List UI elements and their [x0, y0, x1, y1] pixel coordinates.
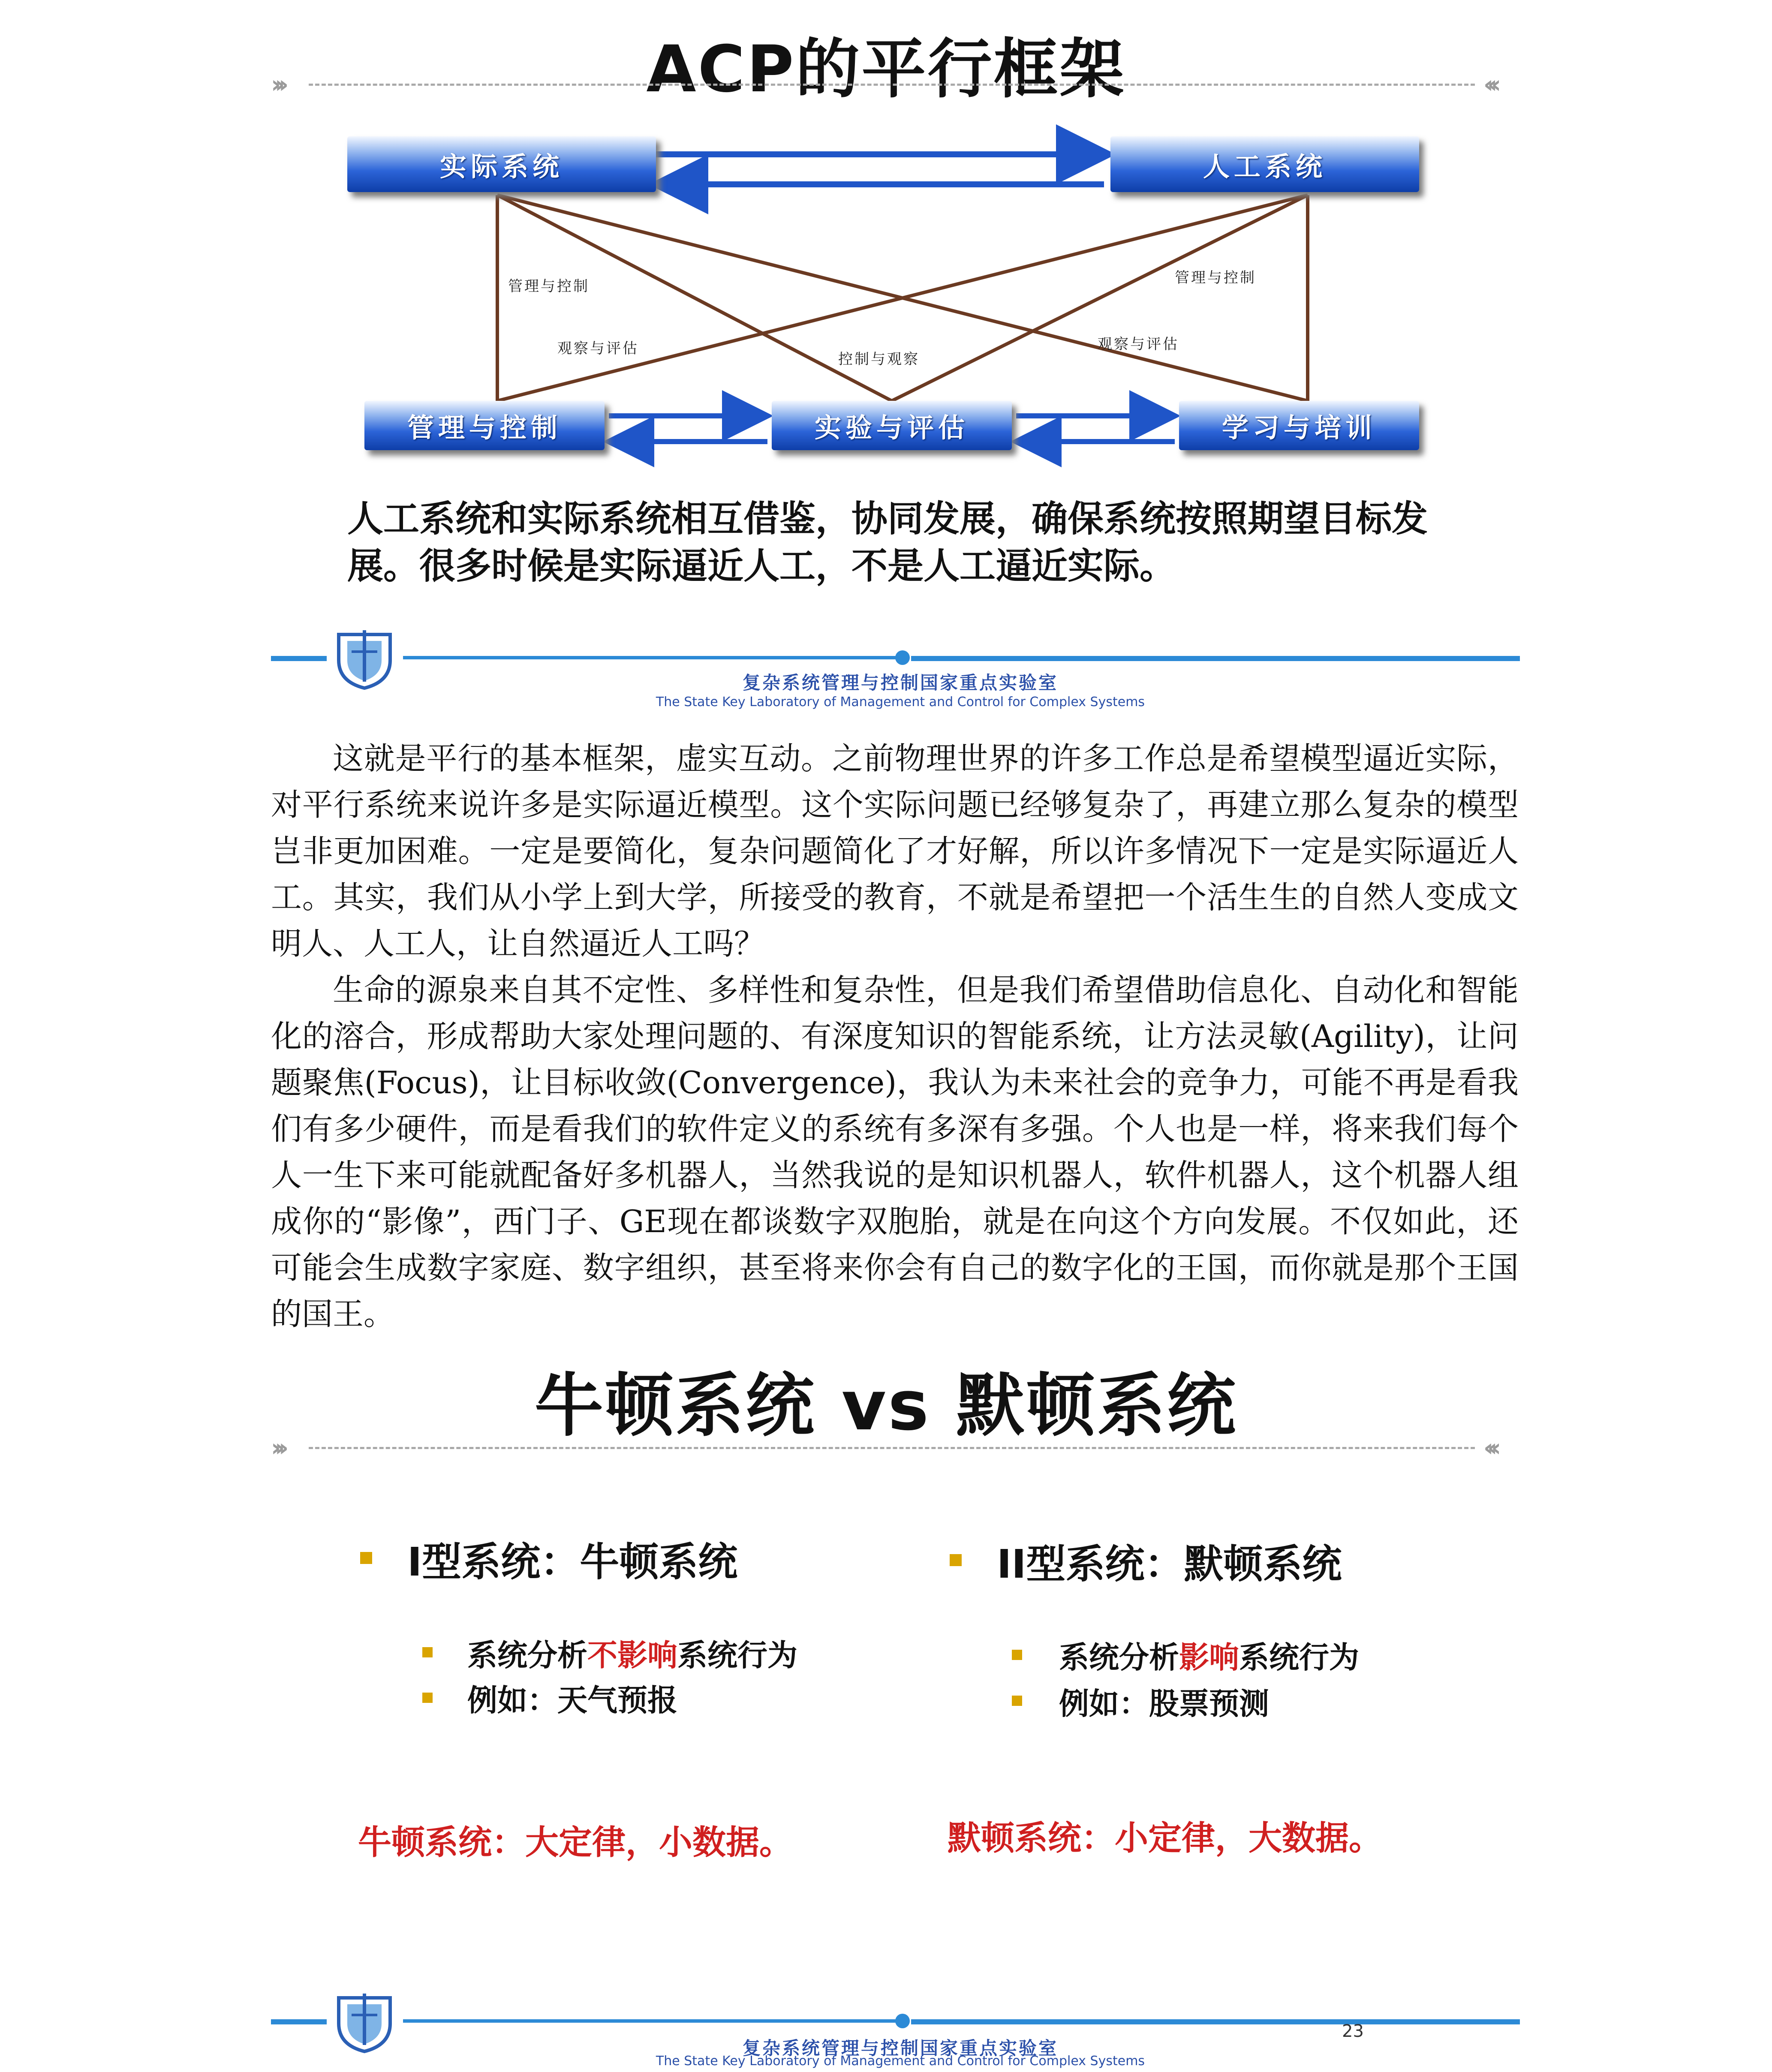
lab-logo-icon — [330, 626, 399, 690]
label-observe-evaluate-right: 观察与评估 — [1098, 336, 1179, 353]
bullet-square-icon — [1012, 1650, 1022, 1660]
slide-title-acp: ACP的平行框架 — [646, 32, 1126, 107]
right-bullet-1: 系统分析影响系统行为 — [1059, 1640, 1359, 1675]
slide-title-newton-merton: 牛顿系统 vs 默顿系统 — [535, 1365, 1237, 1446]
label-manage-control-right: 管理与控制 — [1175, 269, 1256, 286]
box-learn-train: 学习与培训 — [1179, 401, 1419, 450]
footer-lab-name-en: The State Key Laboratory of Management and Control for Complex Systems — [656, 695, 1145, 710]
left-bullet-2: 例如：天气预报 — [467, 1683, 677, 1718]
paragraph-1: 这就是平行的基本框架，虚实互动。之前物理世界的许多工作总是希望模型逼近实际，对平行系统来说许多是实际逼近模型。这个实际问题已经够复杂了，再建立那么复杂的模型岂非更加困难。一定是要简化，复杂问题简化了才好解，所以许多情况下一定是实际逼近人工。其实，我们从小学上到大学，所接受的教育，不就是希望把一个活生生的自然人变成文明人、人工人，让自然逼近人工吗？ — [271, 740, 1519, 962]
footer-rule-middle-left — [403, 2019, 896, 2023]
chevron-left-icon: ‹‹‹ — [1483, 71, 1495, 99]
paragraph-2: 生命的源泉来自其不定性、多样性和复杂性，但是我们希望借助信息化、自动化和智能化的溶合，形成帮助大家处理问题的、有深度知识的智能系统，让方法灵敏(Agility)，让问题聚焦(Focus)，让目标收敛(Convergence)，我认为未来社会的竞争力，可能不再是看我们有多少硬件，而是看我们的软件定义的系统有多深有多强。个人也是一样，将来我们每个人一生下来可能就配备好多机器人，当然我说的是知识机器人，软件机器人，这个机器人组成你的“影像”，西门子、GE现在都谈数字双胞胎，就是在向这个方向发展。不仅如此，还可能会生成数字家庭、数字组织，甚至将来你会有自己的数字化的王国，而你就是那个王国的国王。 — [271, 972, 1519, 1332]
footer-rule-right — [911, 2019, 1520, 2024]
bullet-square-icon — [422, 1693, 433, 1703]
box-artificial-system: 人工系统 — [1110, 136, 1419, 192]
bullet-square-icon — [360, 1552, 372, 1564]
footer-lab-name-cn: 复杂系统管理与控制国家重点实验室 — [742, 672, 1058, 693]
chevron-right-icon: ››› — [271, 71, 283, 99]
footer-dot — [895, 2014, 910, 2028]
left-conclusion: 牛顿系统：大定律，小数据。 — [358, 1823, 793, 1862]
chevron-right-icon: ››› — [271, 1434, 283, 1462]
bullet-square-icon — [1012, 1696, 1022, 1706]
lab-logo-icon — [330, 1989, 399, 2054]
chevron-left-icon: ‹‹‹ — [1483, 1434, 1495, 1462]
footer-rule-middle-left — [403, 656, 896, 659]
footer-rule-left — [271, 656, 327, 661]
heading-type-one: I型系统：牛顿系统 — [407, 1539, 738, 1585]
title-divider-2 — [309, 1447, 1475, 1449]
footer-lab-name-en: The State Key Laboratory of Management and Control for Complex Systems — [656, 2054, 1145, 2069]
body-text — [271, 735, 1519, 1337]
footer-lab-name-cn: 复杂系统管理与控制国家重点实验室 — [742, 2038, 1058, 2059]
box-actual-system: 实际系统 — [347, 136, 656, 192]
page-number: 23 — [1342, 2021, 1364, 2041]
label-observe-evaluate-left: 观察与评估 — [557, 340, 639, 357]
right-conclusion: 默顿系统：小定律，大数据。 — [948, 1819, 1383, 1858]
bullet-square-icon — [422, 1647, 433, 1657]
box-experiment-evaluate: 实验与评估 — [772, 401, 1012, 450]
footer-rule-right — [911, 656, 1520, 661]
right-bullet-2: 例如：股票预测 — [1059, 1686, 1269, 1721]
label-control-observe: 控制与观察 — [838, 351, 920, 368]
footer-dot — [895, 650, 910, 665]
heading-type-two: II型系统：默顿系统 — [997, 1541, 1342, 1587]
label-manage-control-left: 管理与控制 — [508, 278, 590, 295]
box-manage-control: 管理与控制 — [364, 401, 605, 450]
footer-rule-left — [271, 2019, 327, 2024]
slide1-caption: 人工系统和实际系统相互借鉴，协同发展，确保系统按照期望目标发展。很多时候是实际逼近人工，不是人工逼近实际。 — [347, 498, 1428, 587]
bullet-square-icon — [950, 1554, 962, 1566]
left-bullet-1: 系统分析不影响系统行为 — [467, 1638, 797, 1673]
